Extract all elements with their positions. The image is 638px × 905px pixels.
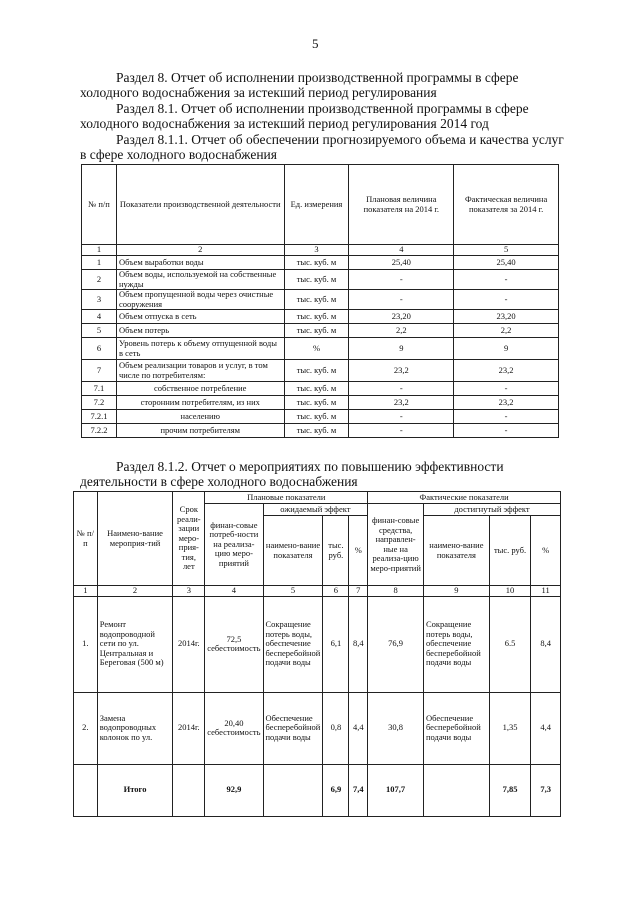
col-number: 6: [323, 586, 349, 597]
header-fact-group: Фактические показатели: [368, 492, 561, 504]
row-unit: тыс. куб. м: [284, 424, 349, 438]
achieved-indicator: Обеспечение бесперебойной подачи воды: [423, 692, 489, 764]
header-indicator: Показатели производственной деятельности: [116, 165, 284, 245]
table-row: [82, 270, 559, 290]
table-row: [82, 396, 559, 410]
header-achieved-effect: достигнутый эффект: [423, 504, 560, 516]
row-number: 1: [82, 256, 117, 270]
table-row: [82, 360, 559, 382]
row-indicator: собственное потребление: [116, 382, 284, 396]
header-plan-finance: финан-совые потреб-ности на реализа-цию меро-приятий: [205, 504, 263, 586]
row-fact-value: -: [454, 290, 559, 310]
table-row: [82, 410, 559, 424]
row-fact-value: 23,2: [454, 360, 559, 382]
row-indicator: Объем потерь: [116, 324, 284, 338]
fact-finance: 76,9: [368, 596, 424, 692]
header-achieved-pct: %: [531, 516, 561, 586]
total-achieved-pct: 7,3: [531, 764, 561, 816]
row-number: 7.2: [82, 396, 117, 410]
col-number: 4: [205, 586, 263, 597]
section-8-1-title: Раздел 8.1. Отчет об исполнении производственной программы в сфере холодного водоснабжения за истекший период регулирования 2014 год: [80, 101, 529, 131]
row-plan-value: 23,2: [349, 360, 454, 382]
total-fact-finance: 107,7: [368, 764, 424, 816]
plan-finance: 20,40 себестоимость: [205, 692, 263, 764]
header-fact: Фактическая величина показателя за 2014 г.: [454, 165, 559, 245]
table-row: [82, 310, 559, 324]
col-number: 3: [173, 586, 205, 597]
row-unit: тыс. куб. м: [284, 360, 349, 382]
measure-number: 1.: [74, 596, 98, 692]
total-row: [74, 764, 561, 816]
col-number: 3: [284, 245, 349, 256]
row-fact-value: -: [454, 382, 559, 396]
row-plan-value: 9: [349, 338, 454, 360]
fact-finance: 30,8: [368, 692, 424, 764]
row-fact-value: 23,2: [454, 396, 559, 410]
row-plan-value: 25,40: [349, 256, 454, 270]
col-number: 5: [263, 586, 323, 597]
row-indicator: Объем отпуска в сеть: [116, 310, 284, 324]
table-row: [82, 256, 559, 270]
header-num: № п/п: [74, 492, 98, 586]
achieved-pct: 4,4: [531, 692, 561, 764]
total-expected-rub: 6,9: [323, 764, 349, 816]
section-8-title: Раздел 8. Отчет об исполнении производственной программы в сфере холодного водоснабжения за истекший период регулирования: [80, 70, 519, 100]
production-indicators-table: [81, 164, 559, 438]
expected-indicator: Обеспечение бесперебойной подачи воды: [263, 692, 323, 764]
row-unit: тыс. куб. м: [284, 256, 349, 270]
row-fact-value: 23,20: [454, 310, 559, 324]
col-number: 5: [454, 245, 559, 256]
section-8-1-1-title: Раздел 8.1.1. Отчет об обеспечении прогнозируемого объема и качества услуг в сфере холодного водоснабжения: [80, 132, 564, 162]
row-unit: тыс. куб. м: [284, 290, 349, 310]
table-row: [74, 692, 561, 764]
row-indicator: прочим потребителям: [116, 424, 284, 438]
column-number-row: [74, 586, 561, 597]
header-unit: Ед. измерения: [284, 165, 349, 245]
total-achieved-rub: 7,85: [489, 764, 530, 816]
header-plan-group: Плановые показатели: [205, 492, 368, 504]
plan-finance: 72,5 себестоимость: [205, 596, 263, 692]
measure-number: 2.: [74, 692, 98, 764]
header-fact-finance: финан-совые средства, направлен-ные на реализа-цию меро-приятий: [368, 504, 424, 586]
table-row: [74, 596, 561, 692]
row-unit: тыс. куб. м: [284, 310, 349, 324]
col-number: 2: [116, 245, 284, 256]
col-number: 4: [349, 245, 454, 256]
col-number: 1: [82, 245, 117, 256]
table-row: [82, 382, 559, 396]
row-number: 7.2.2: [82, 424, 117, 438]
row-plan-value: 2,2: [349, 324, 454, 338]
header-measure-name: Наимено-вание мероприя-тий: [97, 492, 173, 586]
row-plan-value: -: [349, 410, 454, 424]
table-row: [82, 290, 559, 310]
expected-pct: 8,4: [349, 596, 368, 692]
row-fact-value: -: [454, 270, 559, 290]
table-row: [82, 338, 559, 360]
table-row: [82, 424, 559, 438]
col-number: 1: [74, 586, 98, 597]
row-unit: тыс. куб. м: [284, 270, 349, 290]
row-fact-value: -: [454, 410, 559, 424]
achieved-rub: 6.5: [489, 596, 530, 692]
row-number: 7: [82, 360, 117, 382]
total-expected-pct: 7,4: [349, 764, 368, 816]
row-unit: тыс. куб. м: [284, 410, 349, 424]
table-row: [82, 324, 559, 338]
row-plan-value: -: [349, 424, 454, 438]
row-number: 4: [82, 310, 117, 324]
row-number: 2: [82, 270, 117, 290]
row-indicator: населению: [116, 410, 284, 424]
expected-indicator: Сокращение потерь воды, обеспечение бесперебойной подачи воды: [263, 596, 323, 692]
row-fact-value: 25,40: [454, 256, 559, 270]
col-number: 9: [423, 586, 489, 597]
col-number: 7: [349, 586, 368, 597]
efficiency-measures-table: [73, 491, 561, 817]
achieved-rub: 1,35: [489, 692, 530, 764]
header-achieved-indicator: наимено-вание показателя: [423, 516, 489, 586]
row-plan-value: -: [349, 270, 454, 290]
header-expected-rub: тыс. руб.: [323, 516, 349, 586]
row-unit: %: [284, 338, 349, 360]
row-number: 3: [82, 290, 117, 310]
row-indicator: Уровень потерь к объему отпущенной воды в сеть: [116, 338, 284, 360]
row-fact-value: -: [454, 424, 559, 438]
col-number: 8: [368, 586, 424, 597]
expected-rub: 0,8: [323, 692, 349, 764]
page-number: 5: [312, 36, 319, 51]
expected-rub: 6,1: [323, 596, 349, 692]
header-achieved-rub: тыс. руб.: [489, 516, 530, 586]
row-unit: тыс. куб. м: [284, 396, 349, 410]
header-expected-effect: ожидаемый эффект: [263, 504, 368, 516]
row-plan-value: 23,2: [349, 396, 454, 410]
header-term: Срок реали-зации меро-прия-тия, лет: [173, 492, 205, 586]
col-number: 10: [489, 586, 530, 597]
row-number: 7.1: [82, 382, 117, 396]
measure-name: Ремонт водопроводной сети по ул. Центральная и Береговая (500 м): [97, 596, 173, 692]
row-number: 6: [82, 338, 117, 360]
row-number: 5: [82, 324, 117, 338]
achieved-pct: 8,4: [531, 596, 561, 692]
section-8-1-2-title: Раздел 8.1.2. Отчет о мероприятиях по повышению эффективности деятельности в сфере холодного водоснабжения: [80, 459, 504, 489]
row-plan-value: 23,20: [349, 310, 454, 324]
row-plan-value: -: [349, 382, 454, 396]
measure-term: 2014г.: [173, 692, 205, 764]
measure-name: Замена водопроводных колонок по ул.: [97, 692, 173, 764]
col-number: 2: [97, 586, 173, 597]
expected-pct: 4,4: [349, 692, 368, 764]
total-plan-finance: 92,9: [205, 764, 263, 816]
total-label: Итого: [97, 764, 173, 816]
row-indicator: сторонним потребителям, из них: [116, 396, 284, 410]
table-header-row: [82, 165, 559, 245]
row-plan-value: -: [349, 290, 454, 310]
row-number: 7.2.1: [82, 410, 117, 424]
row-fact-value: 2,2: [454, 324, 559, 338]
row-indicator: Объем воды, используемой на собственные нужды: [116, 270, 284, 290]
header-expected-indicator: наимено-вание показателя: [263, 516, 323, 586]
row-indicator: Объем реализации товаров и услуг, в том числе по потребителям:: [116, 360, 284, 382]
row-indicator: Объем выработки воды: [116, 256, 284, 270]
row-fact-value: 9: [454, 338, 559, 360]
achieved-indicator: Сокращение потерь воды, обеспечение бесперебойной подачи воды: [423, 596, 489, 692]
row-unit: тыс. куб. м: [284, 324, 349, 338]
header-num: № п/п: [82, 165, 117, 245]
column-number-row: [82, 245, 559, 256]
measure-term: 2014г.: [173, 596, 205, 692]
header-expected-pct: %: [349, 516, 368, 586]
row-indicator: Объем пропущенной воды через очистные сооружения: [116, 290, 284, 310]
header-plan: Плановая величина показателя на 2014 г.: [349, 165, 454, 245]
col-number: 11: [531, 586, 561, 597]
row-unit: тыс. куб. м: [284, 382, 349, 396]
